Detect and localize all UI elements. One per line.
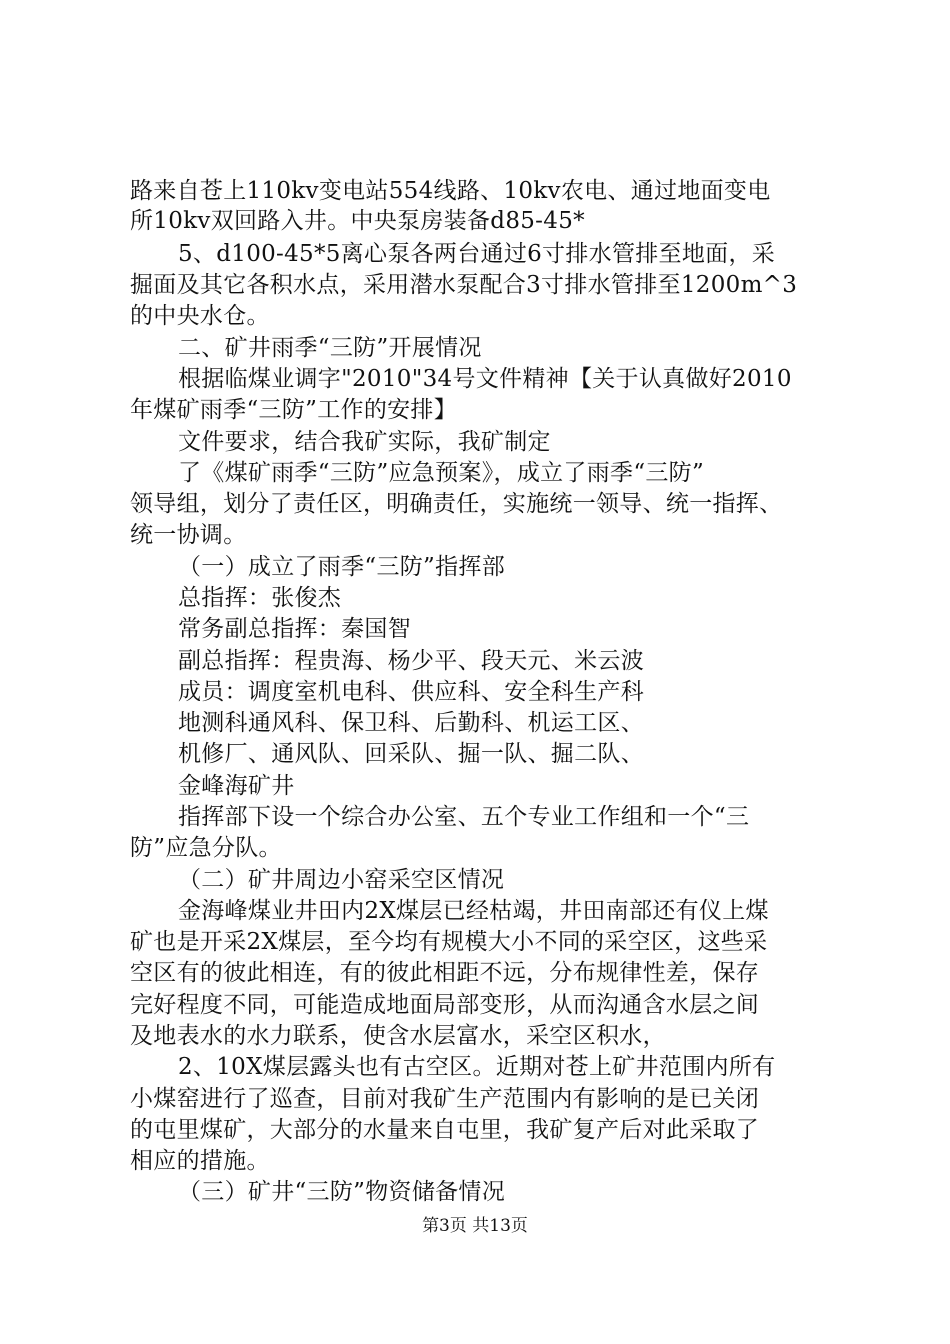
text-line: 小煤窑进行了巡查，目前对我矿生产范围内有影响的是已关闭 [130,1086,760,1112]
text-line: 路来自苍上110kv变电站554线路、10kv农电、通过地面变电 [130,178,771,204]
subsection-heading: （三）矿井“三防”物资储备情况 [178,1179,506,1205]
text-line: 文件要求，结合我矿实际，我矿制定 [178,429,551,455]
text-line: 矿也是开采2X煤层，至今均有规模大小不同的采空区，这些采 [130,929,768,955]
page-number-footer: 第3页 共13页 [422,1216,528,1236]
text-line: 地测科通风科、保卫科、后勤科、机运工区、 [178,710,644,736]
text-line: 及地表水的水力联系，使含水层富水，采空区积水， [130,1023,666,1049]
text-line: 金海峰煤业井田内2X煤层已经枯竭，井田南部还有仪上煤 [178,898,769,924]
section-heading: 二、矿井雨季“三防”开展情况 [178,335,482,361]
text-line: 总指挥：张俊杰 [178,585,342,611]
text-line: 2、10X煤层露头也有古空区。近期对苍上矿井范围内所有 [178,1054,776,1080]
text-line: 成员：调度室机电科、供应科、安全科生产科 [178,679,644,705]
text-line: 金峰海矿井 [178,773,295,799]
text-line: 5、d100-45*5离心泵各两台通过6寸排水管排至地面，采 [178,241,776,267]
text-line: 机修厂、通风队、回采队、掘一队、掘二队、 [178,741,644,767]
text-line: 副总指挥：程贵海、杨少平、段天元、米云波 [178,648,644,674]
text-line: 防”应急分队。 [130,835,282,861]
text-line: 领导组，划分了责任区，明确责任，实施统一领导、统一指挥、 [130,491,783,517]
text-line: 空区有的彼此相连，有的彼此相距不远，分布规律性差，保存 [130,960,760,986]
subsection-heading: （一）成立了雨季“三防”指挥部 [178,554,506,580]
text-line: 指挥部下设一个综合办公室、五个专业工作组和一个“三 [178,804,750,830]
text-line: 了《煤矿雨季“三防”应急预案》，成立了雨季“三防” [178,460,705,486]
subsection-heading: （二）矿井周边小窑采空区情况 [178,867,505,893]
text-line: 相应的措施。 [130,1148,270,1174]
text-line: 的中央水仓。 [130,303,270,329]
text-line: 根据临煤业调字"2010"34号文件精神【关于认真做好2010 [178,366,792,392]
text-line: 年煤矿雨季“三防”工作的安排】 [130,397,458,423]
text-line: 的屯里煤矿，大部分的水量来自屯里，我矿复产后对此采取了 [130,1117,760,1143]
text-line: 统一协调。 [130,522,247,548]
text-line: 完好程度不同，可能造成地面局部变形，从而沟通含水层之间 [130,992,760,1018]
text-line: 掘面及其它各积水点，采用潜水泵配合3寸排水管排至1200m^3 [130,272,798,298]
text-line: 常务副总指挥：秦国智 [178,616,411,642]
text-line: 所10kv双回路入井。中央泵房装备d85-45* [130,208,585,234]
